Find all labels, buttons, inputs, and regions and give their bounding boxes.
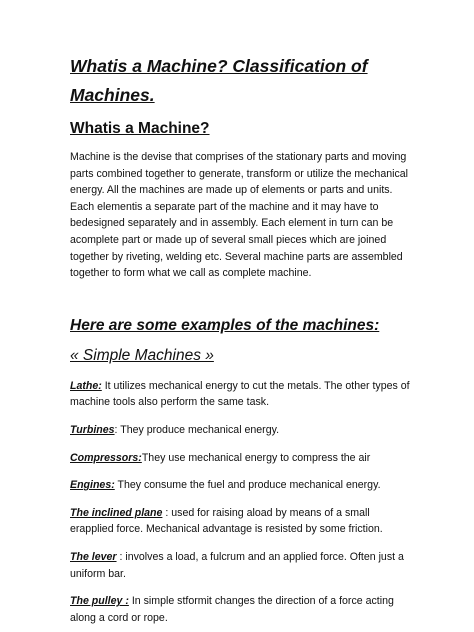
term-pulley: The pulley : [70,595,129,608]
examples-heading: Here are some examples of the machines: [70,316,380,334]
list-item-inclined-plane [70,505,415,538]
list-item-engines [70,477,415,494]
intro-paragraph: Machine is the devise that comprises of the stationary parts and moving parts combined together to generate, transform or utilize the mechanical energy. All the machines are made up of elements or parts and units. Each elementis a separate part of the machine and it may have to bedesigned separately and in assembly. Each element in turn can be acomplete part or made up of several small pieces which are joined together by riveting, welding etc. Several machine parts are assembled together to form what we call as complete machine. [70,151,409,280]
list-item-compressors [70,450,415,467]
list-item-pulley [70,593,415,626]
title-line-2: Machines. [70,85,155,105]
term-engines: Engines: [70,479,115,492]
simple-machines-heading: « Simple Machines » [70,346,214,364]
desc-pulley: In simple stformit changes the direction of a force acting along a cord or rope. [70,595,394,624]
document-page [70,52,415,626]
section-heading: Whatis a Machine? [70,120,210,137]
desc-lever: : involves a load, a fulcrum and an applied force. Often just a uniform bar. [70,550,404,580]
desc-inclined-plane: : used for raising aload by means of a small erapplied force. Mechanical advantage is resisted by some friction. [70,506,383,536]
list-item-lever [70,549,415,582]
desc-lathe: It utilizes mechanical energy to cut the metals. The other types of machine tools also perform the same task. [70,379,410,409]
term-inclined-plane: The inclined plane [70,506,163,519]
list-item-turbines [70,422,415,439]
title-line-1: Whatis a Machine? Classification of [70,56,368,76]
machine-list [70,378,415,627]
desc-turbines: : They produce mechanical energy. [114,423,280,436]
list-item-lathe [70,378,415,411]
desc-engines: They consume the fuel and produce mechanical energy. [114,479,381,492]
desc-compressors: They use mechanical energy to compress the air [141,451,371,464]
term-turbines: Turbines [70,423,115,436]
term-lever: The lever [70,550,117,563]
term-lathe: Lathe: [70,379,102,392]
term-compressors: Compressors: [70,451,142,464]
document-title [70,52,415,110]
